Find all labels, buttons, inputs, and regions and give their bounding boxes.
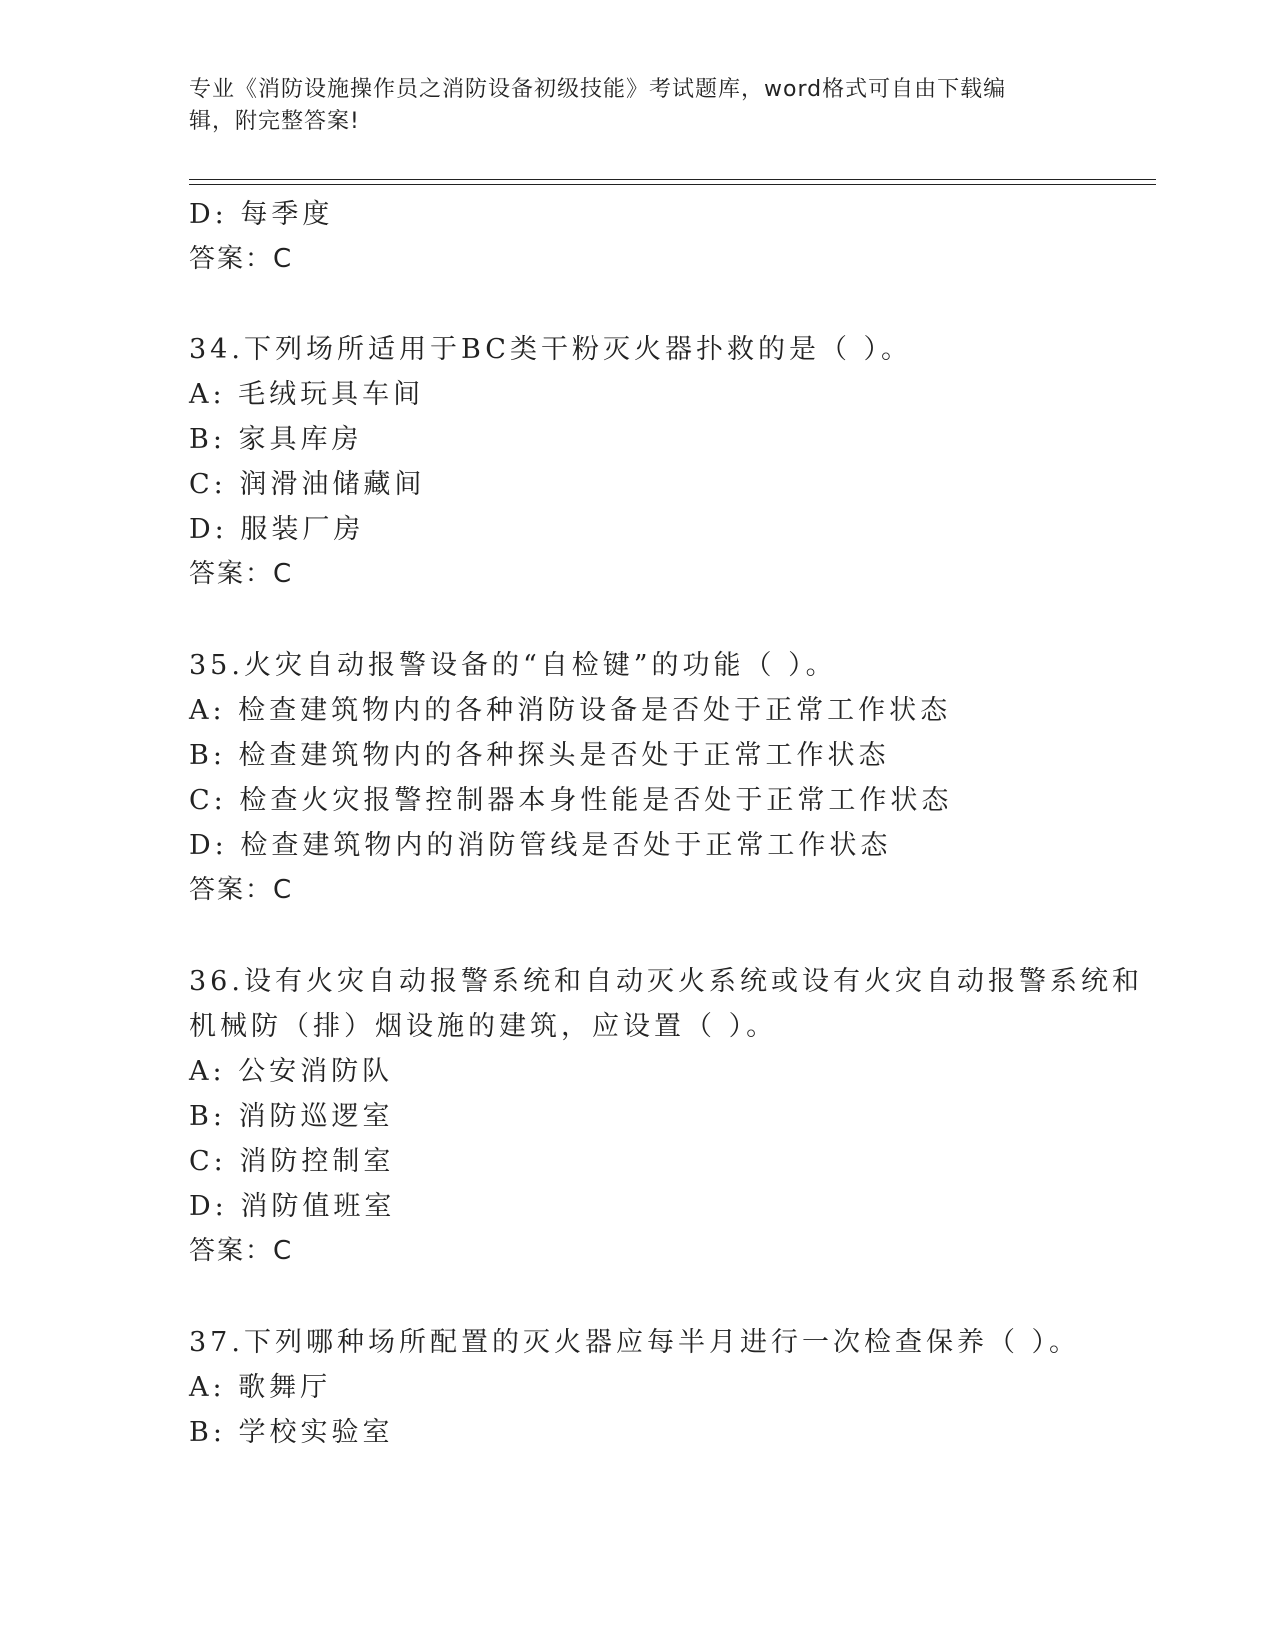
question-36-option-c: C: 消防控制室 [189, 1146, 395, 1177]
question-35-answer: 答案：C [189, 875, 294, 905]
question-36-answer: 答案：C [189, 1236, 294, 1266]
question-34-option-d: D: 服装厂房 [189, 514, 365, 545]
question-34-answer: 答案：C [189, 559, 294, 589]
question-35-option-c: C: 检查火灾报警控制器本身性能是否处于正常工作状态 [189, 785, 953, 816]
question-34-stem: 34.下列场所适用于BC类干粉灭火器扑救的是（ ）。 [189, 334, 913, 365]
question-34-option-c: C: 润滑油储藏间 [189, 469, 426, 500]
question-34-option-a: A: 毛绒玩具车间 [189, 379, 425, 410]
question-37-option-b: B: 学校实验室 [189, 1417, 394, 1448]
question-35-stem: 35.火灾自动报警设备的“自检键”的功能（ ）。 [189, 650, 837, 681]
question-36-stem-line-2: 机械防（排）烟设施的建筑，应设置（ ）。 [189, 1011, 778, 1042]
question-35-option-b: B: 检查建筑物内的各种探头是否处于正常工作状态 [189, 740, 890, 771]
header-divider-top [189, 179, 1156, 180]
question-37-stem: 37.下列哪种场所配置的灭火器应每半月进行一次检查保养（ ）。 [189, 1327, 1081, 1358]
prev-question-option-d: D: 每季度 [189, 199, 334, 230]
question-37-option-a: A: 歌舞厅 [189, 1372, 332, 1403]
question-36-option-a: A: 公安消防队 [189, 1056, 394, 1087]
header-line-2: 辑，附完整答案! [189, 109, 360, 134]
document-header [189, 74, 1089, 138]
question-36-option-d: D: 消防值班室 [189, 1191, 396, 1222]
header-divider-bottom [189, 184, 1156, 185]
question-36-stem-line-1: 36.设有火灾自动报警系统和自动灭火系统或设有火灾自动报警系统和 [189, 966, 1143, 997]
question-36-option-b: B: 消防巡逻室 [189, 1101, 394, 1132]
question-35-option-a: A: 检查建筑物内的各种消防设备是否处于正常工作状态 [189, 695, 952, 726]
question-35-option-d: D: 检查建筑物内的消防管线是否处于正常工作状态 [189, 830, 892, 861]
prev-question-answer: 答案：C [189, 244, 294, 274]
header-line-1: 专业《消防设施操作员之消防设备初级技能》考试题库，word格式可自由下载编 [189, 77, 1007, 102]
question-34-option-b: B: 家具库房 [189, 424, 363, 455]
